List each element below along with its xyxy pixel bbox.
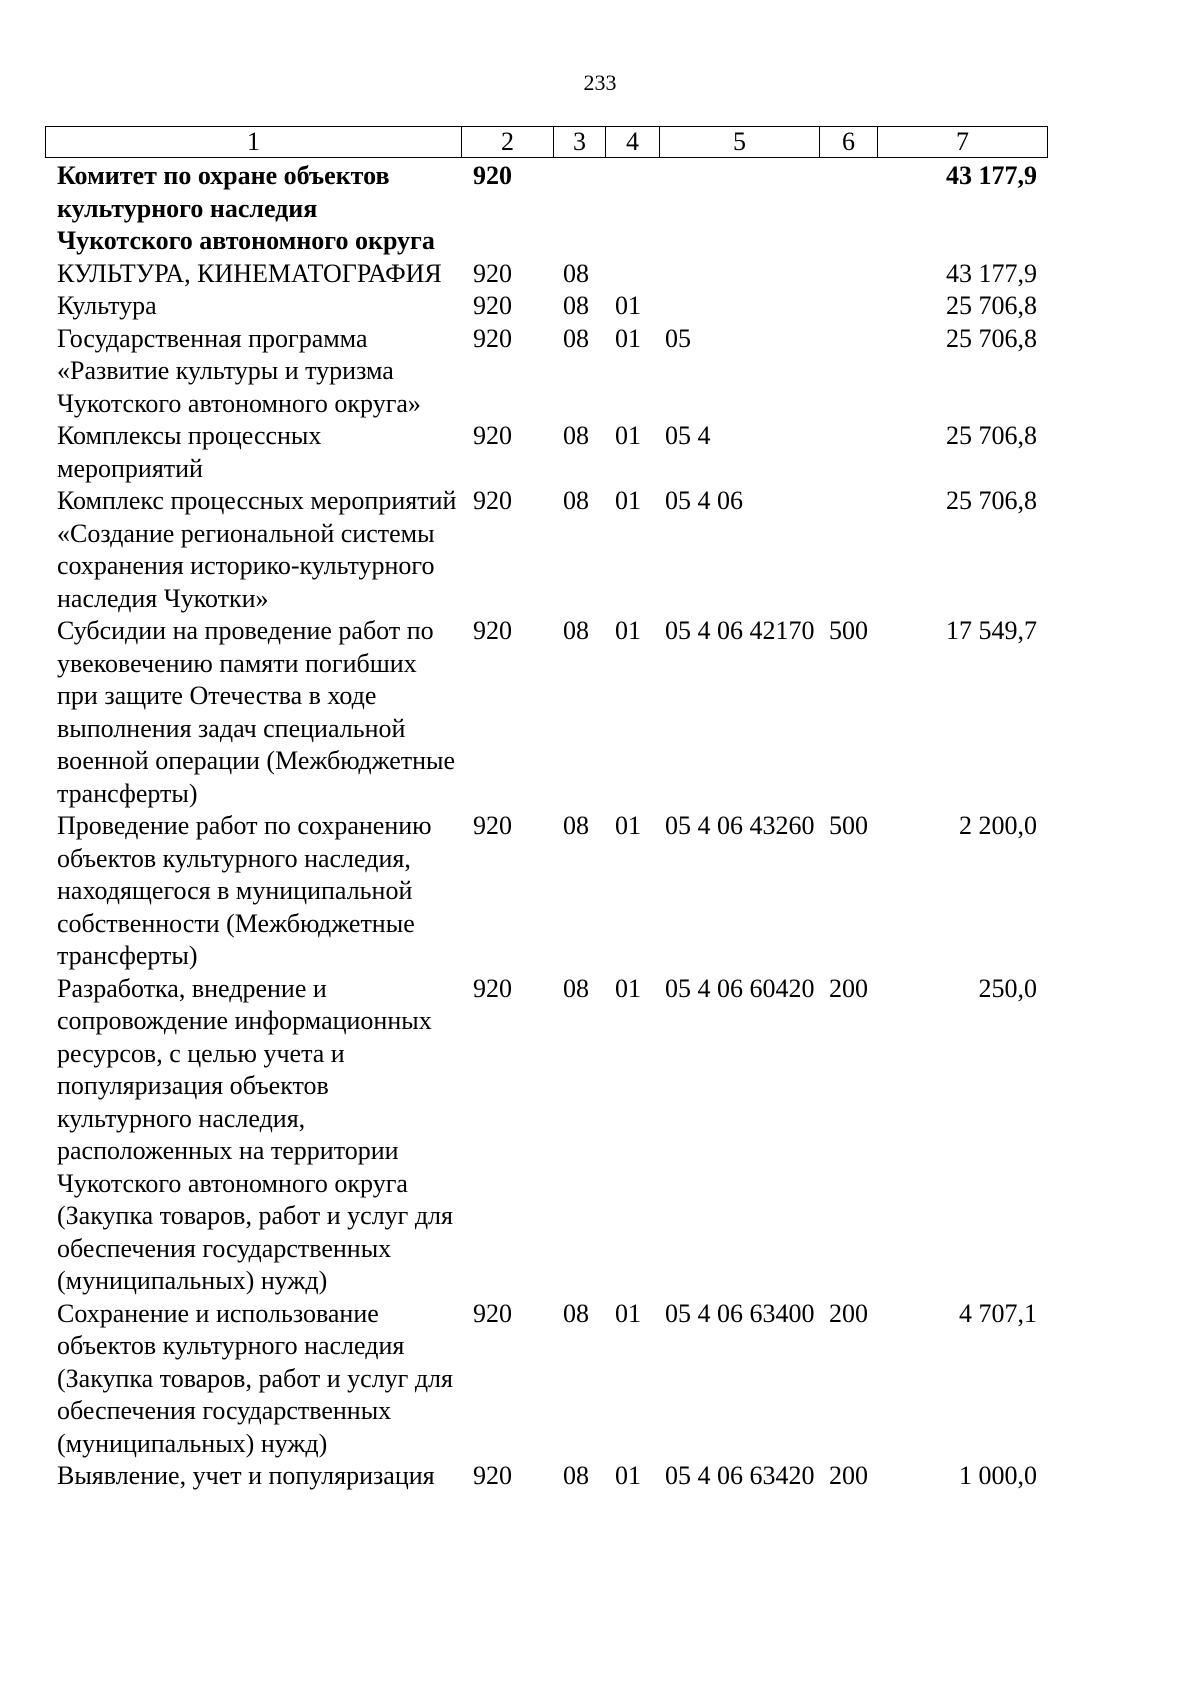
row-code-section: [553, 160, 605, 258]
row-code-target-article: 05 4 06 42170: [665, 616, 815, 645]
row-name: Выявление, учет и популяризация: [57, 1461, 435, 1490]
row-code-ministry: 920: [473, 291, 512, 320]
row-code-section: 08: [563, 1461, 589, 1490]
row-code-target-article: [659, 160, 819, 258]
row-name: Проведение работ по сохранению объектов культурного наследия, находящегося в муниципальной собственности (Межбюджетные трансферты): [57, 811, 432, 970]
row-code-expense-type: [819, 485, 877, 615]
row-code-expense-type: 200: [829, 973, 868, 1003]
row-code-subsection: 01: [615, 323, 641, 353]
table-row: [45, 160, 1047, 258]
row-name: Комплекс процессных мероприятий «Создание региональной системы сохранения историко-культурного наследия Чукотки»: [57, 486, 457, 613]
row-amount: 43 177,9: [946, 161, 1037, 190]
table-row: [45, 973, 1047, 1298]
row-name: Культура: [57, 291, 157, 320]
table-row: [45, 1460, 1047, 1493]
row-code-section: 08: [563, 421, 589, 450]
column-header-5: 5: [660, 127, 820, 158]
row-code-target-article: 05: [665, 323, 691, 353]
row-amount: 25 706,8: [946, 421, 1037, 450]
column-number-header: [45, 126, 1048, 158]
row-amount: 1 000,0: [959, 1461, 1037, 1490]
row-code-subsection: 01: [615, 616, 641, 645]
row-code-target-article: 05 4 06: [665, 486, 743, 515]
table-row: [45, 290, 1047, 323]
row-code-section: 08: [563, 811, 589, 840]
column-header-3: 3: [554, 127, 606, 158]
column-header-1: 1: [46, 127, 462, 158]
budget-table: [45, 160, 1047, 1493]
row-code-ministry: 920: [473, 323, 512, 353]
page-number: 233: [583, 70, 617, 95]
row-name: КУЛЬТУРА, КИНЕМАТОГРАФИЯ: [57, 258, 442, 288]
table-row: [45, 258, 1047, 291]
row-amount: 2 200,0: [959, 811, 1037, 840]
row-code-target-article: 05 4 06 63420: [665, 1461, 815, 1490]
row-code-section: 08: [563, 258, 589, 288]
row-code-target-article: 05 4 06 43260: [665, 811, 815, 840]
row-code-section: 08: [563, 486, 589, 515]
row-code-subsection: 01: [615, 291, 641, 320]
row-code-expense-type: [819, 290, 877, 323]
row-code-section: 08: [563, 1298, 589, 1328]
row-code-section: 08: [563, 973, 589, 1003]
row-code-target-article: 05 4: [665, 421, 711, 450]
row-name: Государственная программа «Развитие культуры и туризма Чукотского автономного округа»: [57, 323, 421, 418]
column-header-6: 6: [820, 127, 878, 158]
row-code-section: 08: [563, 291, 589, 320]
row-name: Сохранение и использование объектов культурного наследия (Закупка товаров, работ и услуг для обеспечения государственных (муниципальных) нужд): [57, 1298, 453, 1458]
row-code-ministry: 920: [473, 258, 512, 288]
column-header-4: 4: [606, 127, 660, 158]
row-code-section: 08: [563, 616, 589, 645]
row-amount: 25 706,8: [946, 486, 1037, 515]
table-row: [45, 485, 1047, 615]
row-code-expense-type: 500: [829, 616, 868, 645]
table-row: [45, 615, 1047, 810]
row-code-subsection: [605, 258, 659, 291]
table-row: [45, 420, 1047, 485]
table-row: [45, 323, 1047, 421]
row-code-subsection: 01: [615, 1298, 641, 1328]
row-code-target-article: 05 4 06 60420: [665, 973, 815, 1003]
row-amount: 43 177,9: [946, 258, 1037, 288]
row-code-ministry: 920: [473, 421, 512, 450]
row-code-expense-type: 200: [829, 1461, 868, 1490]
row-code-expense-type: [819, 323, 877, 421]
row-code-subsection: [605, 160, 659, 258]
row-code-ministry: 920: [473, 973, 512, 1003]
row-amount: 250,0: [978, 973, 1037, 1003]
row-code-section: 08: [563, 323, 589, 353]
row-code-ministry: 920: [473, 1298, 512, 1328]
row-code-subsection: 01: [615, 973, 641, 1003]
row-code-subsection: 01: [615, 486, 641, 515]
table-row: [45, 810, 1047, 973]
column-header-2: 2: [462, 127, 554, 158]
row-name: Субсидии на проведение работ по увековечению памяти погибших при защите Отечества в ходе выполнения задач специальной военной операции (Межбюджетные трансферты): [57, 616, 456, 808]
row-code-subsection: 01: [615, 1461, 641, 1490]
row-code-expense-type: 200: [829, 1298, 868, 1328]
row-name: Комитет по охране объектов культурного наследия Чукотского автономного округа: [57, 161, 435, 255]
row-code-target-article: 05 4 06 63400: [665, 1298, 815, 1328]
row-code-target-article: [659, 258, 819, 291]
row-code-expense-type: [819, 258, 877, 291]
row-code-ministry: 920: [473, 811, 512, 840]
row-code-expense-type: 500: [829, 811, 868, 840]
row-code-subsection: 01: [615, 811, 641, 840]
row-amount: 25 706,8: [946, 323, 1037, 353]
row-name: Разработка, внедрение и сопровождение информационных ресурсов, с целью учета и популяризация объектов культурного наследия, расположенных на территории Чукотского автономного округа (Закупка товаров, работ и услуг для обеспечения государственных (муниципальных) нужд): [57, 973, 453, 1295]
row-amount: 25 706,8: [946, 291, 1037, 320]
column-header-7: 7: [878, 127, 1048, 158]
row-name: Комплексы процессных мероприятий: [57, 421, 322, 483]
row-amount: 4 707,1: [959, 1298, 1037, 1328]
row-code-target-article: [659, 290, 819, 323]
table-row: [45, 1298, 1047, 1461]
row-code-ministry: 920: [473, 161, 512, 190]
row-code-ministry: 920: [473, 1461, 512, 1490]
row-code-ministry: 920: [473, 486, 512, 515]
row-code-ministry: 920: [473, 616, 512, 645]
row-code-expense-type: [819, 420, 877, 485]
row-code-subsection: 01: [615, 421, 641, 450]
row-code-expense-type: [819, 160, 877, 258]
row-amount: 17 549,7: [946, 616, 1037, 645]
